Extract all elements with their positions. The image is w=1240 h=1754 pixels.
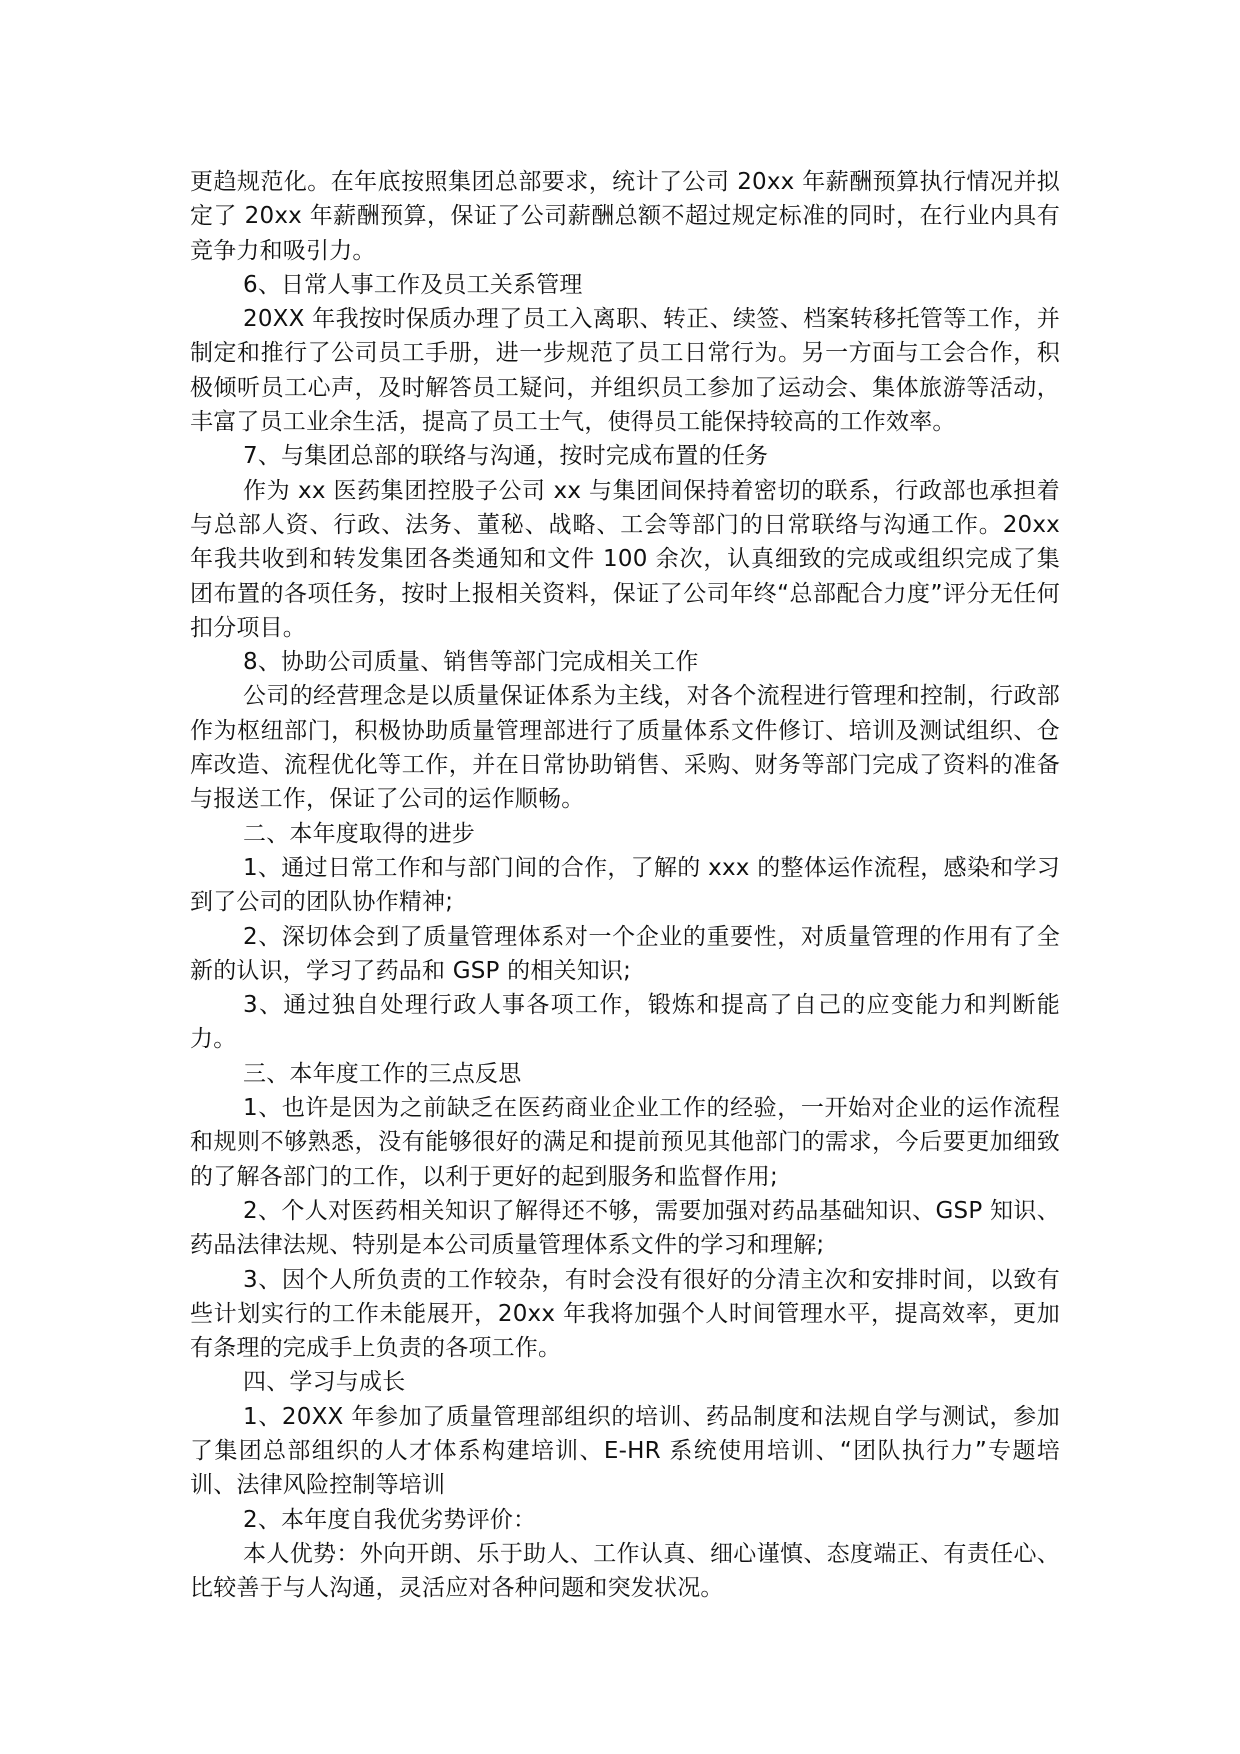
heading-group-liaison: 7、与集团总部的联络与沟通，按时完成布置的任务 bbox=[243, 443, 769, 470]
paragraph-strengths: 本人优势：外向开朗、乐于助人、工作认真、细心谨慎、态度端正、有责任心、比较善于与人沟通，灵活应对各种问题和突发状况。 bbox=[190, 1540, 1060, 1602]
heading-assist-departments: 8、协助公司质量、销售等部门完成相关工作 bbox=[243, 649, 699, 676]
list-item-progress-2: 2、深切体会到了质量管理体系对一个企业的重要性，对质量管理的作用有了全新的认识，学习了药品和 GSP 的相关知识; bbox=[190, 923, 1060, 984]
document-page bbox=[190, 165, 1060, 1605]
section-heading-reflection: 三、本年度工作的三点反思 bbox=[243, 1060, 522, 1087]
list-item-learning-1: 1、20XX 年参加了质量管理部组织的培训、药品制度和法规自学与测试，参加了集团总部组织的人才体系构建培训、E-HR 系统使用培训、“团队执行力”专题培训、法律风险控制等培训 bbox=[190, 1403, 1060, 1499]
paragraph-group-liaison: 作为 xx 医药集团控股子公司 xx 与集团间保持着密切的联系，行政部也承担着与总部人资、行政、法务、董秘、战略、工会等部门的日常联络与沟通工作。20xx 年我共收到和转发集团各类通知和文件 100 余次，认真细致的完成或组织完成了集团布置的各项任务，按时上报相关资料，保证了公司年终“总部配合力度”评分无任何扣分项目。 bbox=[190, 477, 1060, 641]
paragraph-assist-departments: 公司的经营理念是以质量保证体系为主线，对各个流程进行管理和控制，行政部作为枢纽部门，积极协助质量管理部进行了质量体系文件修订、培训及测试组织、仓库改造、流程优化等工作，并在日常协助销售、采购、财务等部门完成了资料的准备与报送工作，保证了公司的运作顺畅。 bbox=[190, 683, 1060, 813]
list-item-learning-2: 2、本年度自我优劣势评价： bbox=[243, 1506, 537, 1533]
list-item-progress-3: 3、通过独自处理行政人事各项工作，锻炼和提高了自己的应变能力和判断能力。 bbox=[190, 992, 1060, 1053]
section-heading-learning: 四、学习与成长 bbox=[243, 1369, 406, 1396]
paragraph-daily-personnel: 20XX 年我按时保质办理了员工入离职、转正、续签、档案转移托管等工作，并制定和推行了公司员工手册，进一步规范了员工日常行为。另一方面与工会合作，积极倾听员工心声，及时解答员工疑问，并组织员工参加了运动会、集体旅游等活动，丰富了员工业余生活，提高了员工士气，使得员工能保持较高的工作效率。 bbox=[190, 306, 1060, 436]
list-item-progress-1: 1、通过日常工作和与部门间的合作，了解的 xxx 的整体运作流程，感染和学习到了公司的团队协作精神; bbox=[190, 854, 1060, 916]
section-heading-progress: 二、本年度取得的进步 bbox=[243, 820, 475, 847]
list-item-reflection-3: 3、因个人所负责的工作较杂，有时会没有很好的分清主次和安排时间，以致有些计划实行的工作未能展开，20xx 年我将加强个人时间管理水平，提高效率，更加有条理的完成手上负责的各项工作。 bbox=[190, 1266, 1060, 1362]
list-item-reflection-1: 1、也许是因为之前缺乏在医药商业企业工作的经验，一开始对企业的运作流程和规则不够熟悉，没有能够很好的满足和提前预见其他部门的需求，今后要更加细致的了解各部门的工作，以利于更好的起到服务和监督作用; bbox=[190, 1095, 1060, 1190]
paragraph-salary-budget: 更趋规范化。在年底按照集团总部要求，统计了公司 20xx 年薪酬预算执行情况并拟定了 20xx 年薪酬预算，保证了公司薪酬总额不超过规定标准的同时，在行业内具有竞争力和吸引力。 bbox=[190, 169, 1060, 264]
list-item-reflection-2: 2、个人对医药相关知识了解得还不够，需要加强对药品基础知识、GSP 知识、药品法律法规、特别是本公司质量管理体系文件的学习和理解; bbox=[190, 1197, 1060, 1259]
heading-daily-personnel: 6、日常人事工作及员工关系管理 bbox=[243, 271, 583, 298]
